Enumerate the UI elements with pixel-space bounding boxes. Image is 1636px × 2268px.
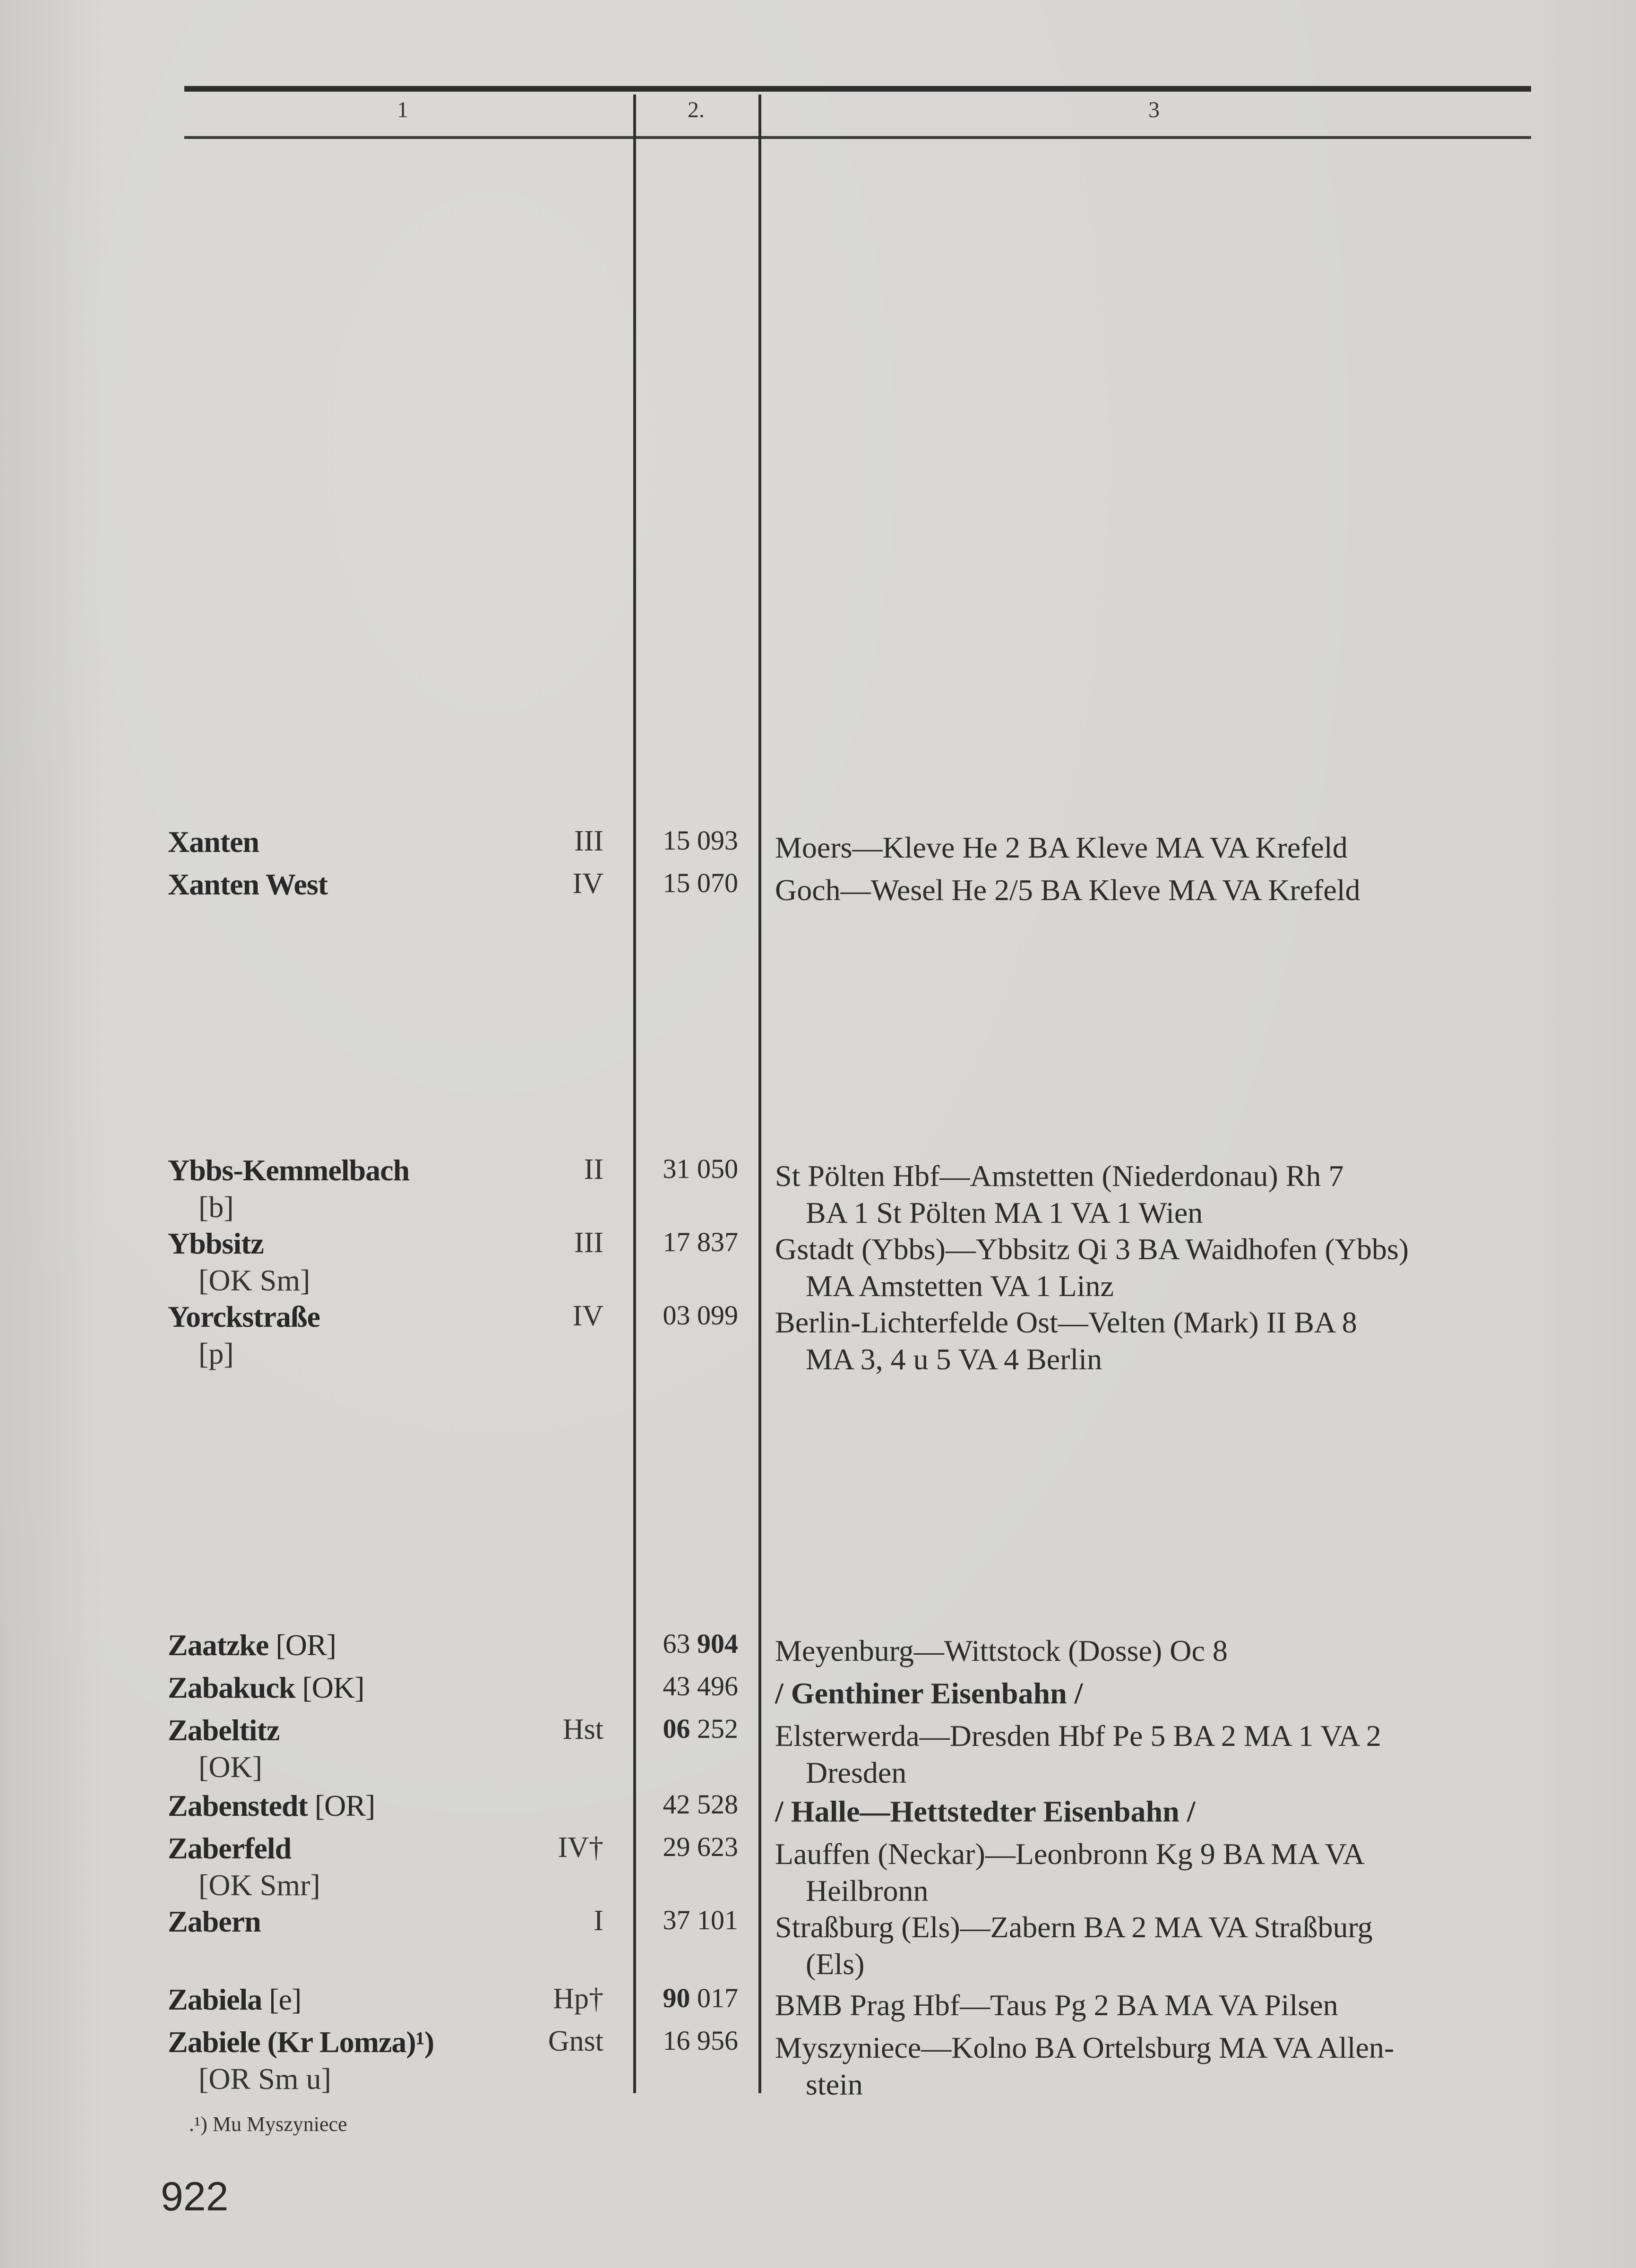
station-name xyxy=(168,1628,336,1663)
station-number: 03 099 xyxy=(663,1300,738,1331)
description-line: Dresden xyxy=(806,1756,907,1789)
entry-zaberfeld xyxy=(0,1831,1636,1907)
station-number xyxy=(663,1628,739,1659)
station-subtag: [OK Smr] xyxy=(198,1868,320,1902)
number-part-bold: 90 xyxy=(663,1983,690,2013)
header-rule xyxy=(184,136,1531,139)
entry-zabenstedt xyxy=(0,1788,1636,1831)
station-class: IV xyxy=(572,868,603,900)
entry-zaatzke xyxy=(0,1628,1636,1670)
column-header-3: 3 xyxy=(1148,97,1160,122)
station-tag: [e] xyxy=(269,1983,301,2016)
station-class: IV xyxy=(572,1300,603,1332)
station-number: 17 837 xyxy=(663,1227,738,1257)
station-subtag: [OR Sm u] xyxy=(198,2062,331,2096)
entry-zabiele xyxy=(0,2025,1636,2101)
description-line: St Pölten Hbf—Amstetten (Niederdonau) Rh 7 xyxy=(775,1159,1344,1193)
station-number: 15 093 xyxy=(663,825,738,856)
station-description xyxy=(775,1909,1529,1983)
station-name: Yorckstraße xyxy=(168,1300,320,1333)
station-tag: [OR] xyxy=(276,1628,336,1662)
column-header-1: 1 xyxy=(397,97,408,122)
description-line: / Halle—Hettstedter Eisenbahn / xyxy=(775,1795,1196,1828)
description-line: BMB Prag Hbf—Taus Pg 2 BA MA VA Pilsen xyxy=(775,1988,1338,2022)
description-line: MA 3, 4 u 5 VA 4 Berlin xyxy=(806,1342,1102,1376)
station-class: II xyxy=(584,1153,603,1186)
entry-yorckstrasse xyxy=(0,1299,1636,1376)
station-description xyxy=(775,1632,1529,1669)
top-rule xyxy=(184,86,1531,92)
station-number: 15 070 xyxy=(663,868,738,898)
station-description xyxy=(775,1793,1529,1830)
name-text: Zaatzke xyxy=(168,1628,269,1662)
station-name xyxy=(168,1982,301,2017)
station-name: Xanten xyxy=(168,825,259,859)
station-subtag: [p] xyxy=(198,1337,234,1370)
footnote: .¹) Mu Myszyniece xyxy=(189,2113,347,2136)
station-number xyxy=(663,1982,739,2014)
description-line: Moers—Kleve He 2 BA Kleve MA VA Krefeld xyxy=(775,831,1348,864)
description-line: (Els) xyxy=(806,1947,865,1981)
entry-xanten xyxy=(0,825,1636,867)
station-number xyxy=(663,1713,739,1744)
description-line: MA Amstetten VA 1 Linz xyxy=(806,1269,1114,1303)
station-name: Ybbsitz xyxy=(168,1227,264,1260)
description-line: Heilbronn xyxy=(806,1874,929,1907)
name-text: Zabenstedt xyxy=(168,1789,308,1822)
station-subtag: [OK Sm] xyxy=(198,1263,310,1297)
description-line: Goch—Wesel He 2/5 BA Kleve MA VA Krefeld xyxy=(775,873,1360,907)
number-part: 252 xyxy=(697,1713,738,1744)
name-text: Zabakuck xyxy=(168,1671,295,1704)
station-subtag: [OK] xyxy=(198,1750,263,1784)
station-name: Zabern xyxy=(168,1905,261,1938)
station-class: Gnst xyxy=(548,2025,603,2057)
station-number: 43 496 xyxy=(663,1671,738,1701)
description-line: Elsterwerda—Dresden Hbf Pe 5 BA 2 MA 1 VA 2 xyxy=(775,1719,1381,1753)
station-class: III xyxy=(574,1227,603,1259)
station-description xyxy=(775,2029,1529,2103)
description-line: Gstadt (Ybbs)—Ybbsitz Qi 3 BA Waidhofen (Ybbs) xyxy=(775,1232,1409,1266)
entry-ybbsitz xyxy=(0,1226,1636,1303)
station-tag: [OR] xyxy=(314,1789,375,1822)
description-line: stein xyxy=(806,2068,863,2101)
description-line: BA 1 St Pölten MA 1 VA 1 Wien xyxy=(806,1196,1203,1229)
description-line: Straßburg (Els)—Zabern BA 2 MA VA Straßburg xyxy=(775,1910,1373,1944)
station-number: 42 528 xyxy=(663,1789,738,1820)
station-name: Zabiele (Kr Lomza)¹) xyxy=(168,2025,434,2059)
station-description xyxy=(775,1718,1529,1791)
page-number: 922 xyxy=(161,2174,229,2219)
entry-zabakuck xyxy=(0,1670,1636,1713)
station-class: I xyxy=(594,1905,603,1937)
number-part: 017 xyxy=(697,1983,738,2013)
station-name: Xanten West xyxy=(168,868,328,901)
station-description xyxy=(775,1836,1529,1909)
entry-zabern xyxy=(0,1904,1636,1981)
entry-zabeltitz xyxy=(0,1713,1636,1789)
station-name: Zaberfeld xyxy=(168,1831,292,1865)
description-line: Berlin-Lichterfelde Ost—Velten (Mark) II BA 8 xyxy=(775,1306,1357,1339)
entry-ybbs-kemmelbach xyxy=(0,1153,1636,1229)
station-class: IV† xyxy=(558,1831,603,1864)
station-name: Ybbs-Kemmelbach xyxy=(168,1153,410,1187)
station-number: 37 101 xyxy=(663,1905,738,1935)
station-subtag: [b] xyxy=(198,1190,234,1224)
description-line: Meyenburg—Wittstock (Dosse) Oc 8 xyxy=(775,1634,1228,1667)
station-description xyxy=(775,1987,1529,2024)
description-line: Myszyniece—Kolno BA Ortelsburg MA VA Allen- xyxy=(775,2031,1395,2064)
entry-xanten-west xyxy=(0,867,1636,910)
description-line: Lauffen (Neckar)—Leonbronn Kg 9 BA MA VA xyxy=(775,1837,1365,1871)
name-text: Zabiela xyxy=(168,1983,262,2016)
station-description xyxy=(775,1675,1529,1712)
station-number: 16 956 xyxy=(663,2025,738,2056)
station-class: Hst xyxy=(562,1713,603,1745)
station-class: Hp† xyxy=(553,1983,603,2015)
station-description xyxy=(775,1231,1529,1305)
station-description xyxy=(775,1304,1529,1378)
number-part: 63 xyxy=(663,1628,690,1659)
station-class: III xyxy=(574,825,603,857)
number-part-bold: 06 xyxy=(663,1713,690,1744)
station-description xyxy=(775,1158,1529,1231)
station-description xyxy=(775,872,1529,909)
station-description xyxy=(775,829,1529,866)
station-tag: [OK] xyxy=(302,1671,364,1704)
station-number: 29 623 xyxy=(663,1831,738,1862)
number-part-bold: 904 xyxy=(697,1628,738,1659)
column-header-2: 2. xyxy=(688,97,705,122)
station-name xyxy=(168,1670,364,1705)
description-line: / Genthiner Eisenbahn / xyxy=(775,1676,1083,1710)
station-name xyxy=(168,1788,375,1823)
station-number: 31 050 xyxy=(663,1153,738,1184)
entry-zabiela xyxy=(0,1982,1636,2025)
station-name: Zabeltitz xyxy=(168,1713,280,1747)
